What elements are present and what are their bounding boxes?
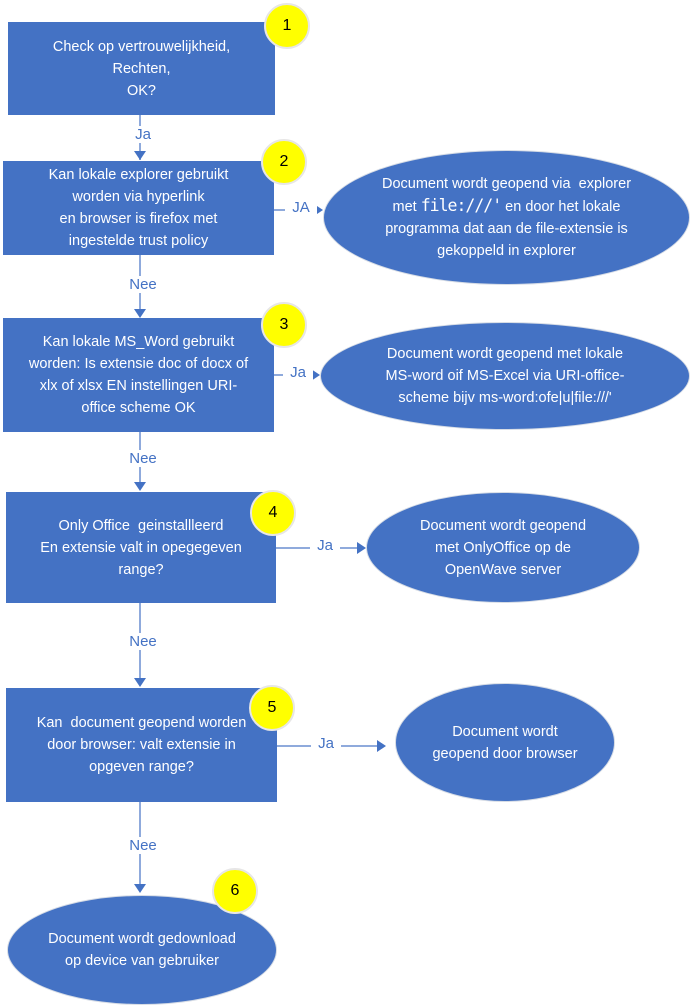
result-browser-text: Document wordt [452, 723, 558, 740]
result-ellipse-uri-office [320, 322, 690, 430]
decision-box-4-text: Only Office geinstallleerd [58, 517, 224, 534]
edge-label-ja-2: JA [285, 199, 317, 216]
result-ellipse-browser [395, 683, 615, 802]
step-number-3: 3 [279, 316, 289, 333]
edge-label-ja-4: Ja [310, 537, 340, 554]
result-onlyoffice-text: met OnlyOffice op de [435, 539, 571, 556]
result-explorer-text: Document wordt geopend via explorer [381, 176, 632, 192]
arrowhead-right-icon [357, 542, 366, 554]
edge-label-nee-3: Nee [122, 450, 164, 467]
step-number-badge-5 [249, 685, 295, 731]
decision-box-3-text: xlx of xlsx EN instellingen URI- [39, 378, 238, 394]
decision-box-5-text: opgeven range? [89, 759, 194, 775]
result-explorer-text: gekoppeld in explorer [437, 243, 576, 259]
result-uri-text: scheme bijv ms-word:ofe|u|file:///' [398, 390, 612, 406]
arrowhead-down-icon [134, 309, 146, 318]
edge-label-ja-3: Ja [283, 364, 313, 381]
decision-box-4 [6, 492, 276, 603]
arrowhead-right-icon [377, 740, 386, 752]
step-number-4: 4 [268, 504, 278, 521]
decision-box-2 [3, 161, 274, 255]
file-uri-code: file:///' [420, 196, 502, 215]
decision-box-1 [8, 22, 275, 115]
result-explorer-text: met file:///' en door het lokale [392, 196, 621, 215]
arrowhead-down-icon [134, 151, 146, 160]
decision-box-2-text: en browser is firefox met [59, 211, 218, 227]
decision-box-1-text: OK? [126, 82, 156, 99]
edge-label-ja-1: Ja [127, 126, 159, 143]
step-number-badge-1 [264, 3, 310, 49]
step-number-badge-3 [261, 302, 307, 348]
decision-box-5 [6, 688, 277, 802]
edge-label-nee-4: Nee [122, 633, 164, 650]
decision-box-4-text: range? [118, 561, 164, 578]
step-number-badge-2 [261, 139, 307, 185]
decision-box-1-text: Check op vertrouwelijkheid, [52, 38, 231, 55]
result-download-text: Document wordt gedownload [48, 931, 236, 947]
edge-label-ja-5: Ja [311, 735, 341, 752]
arrowhead-down-icon [134, 884, 146, 893]
decision-box-2-text: worden via hyperlink [72, 189, 205, 205]
result-download-text: op device van gebruiker [65, 953, 219, 969]
decision-box-3-text: office scheme OK [81, 400, 196, 416]
step-number-6: 6 [230, 882, 240, 899]
step-number-2: 2 [279, 153, 289, 170]
arrowhead-down-icon [134, 482, 146, 491]
step-number-badge-4 [250, 490, 296, 536]
result-uri-text: Document wordt geopend met lokale [386, 346, 624, 362]
step-number-badge-6 [212, 868, 258, 914]
result-explorer-text: programma dat aan de file-extensie is [385, 221, 628, 237]
result-ellipse-explorer [323, 150, 690, 285]
result-onlyoffice-text: Document wordt geopend [419, 517, 587, 534]
result-uri-text: MS-word oif MS-Excel via URI-office- [385, 368, 625, 384]
decision-box-2-text: ingestelde trust policy [68, 233, 209, 249]
decision-box-3-text: worden: Is extensie doc of docx of [28, 356, 249, 372]
decision-box-3 [3, 318, 274, 432]
step-number-1: 1 [282, 17, 292, 34]
result-ellipse-onlyoffice [366, 492, 640, 603]
decision-box-1-text: Rechten, [112, 60, 171, 77]
result-onlyoffice-text: OpenWave server [444, 561, 562, 578]
decision-box-5-text: door browser: valt extensie in [47, 737, 236, 753]
edge-label-nee-5: Nee [122, 837, 164, 854]
arrowhead-down-icon [134, 678, 146, 687]
decision-box-4-text: En extensie valt in opegegeven [40, 539, 242, 556]
result-browser-text: geopend door browser [432, 745, 578, 762]
decision-box-3-text: Kan lokale MS_Word gebruikt [42, 334, 235, 350]
decision-box-2-text: Kan lokale explorer gebruikt [48, 167, 229, 183]
decision-box-5-text: Kan document geopend worden [36, 715, 247, 731]
edge-label-nee-2: Nee [122, 276, 164, 293]
step-number-5: 5 [267, 699, 277, 716]
